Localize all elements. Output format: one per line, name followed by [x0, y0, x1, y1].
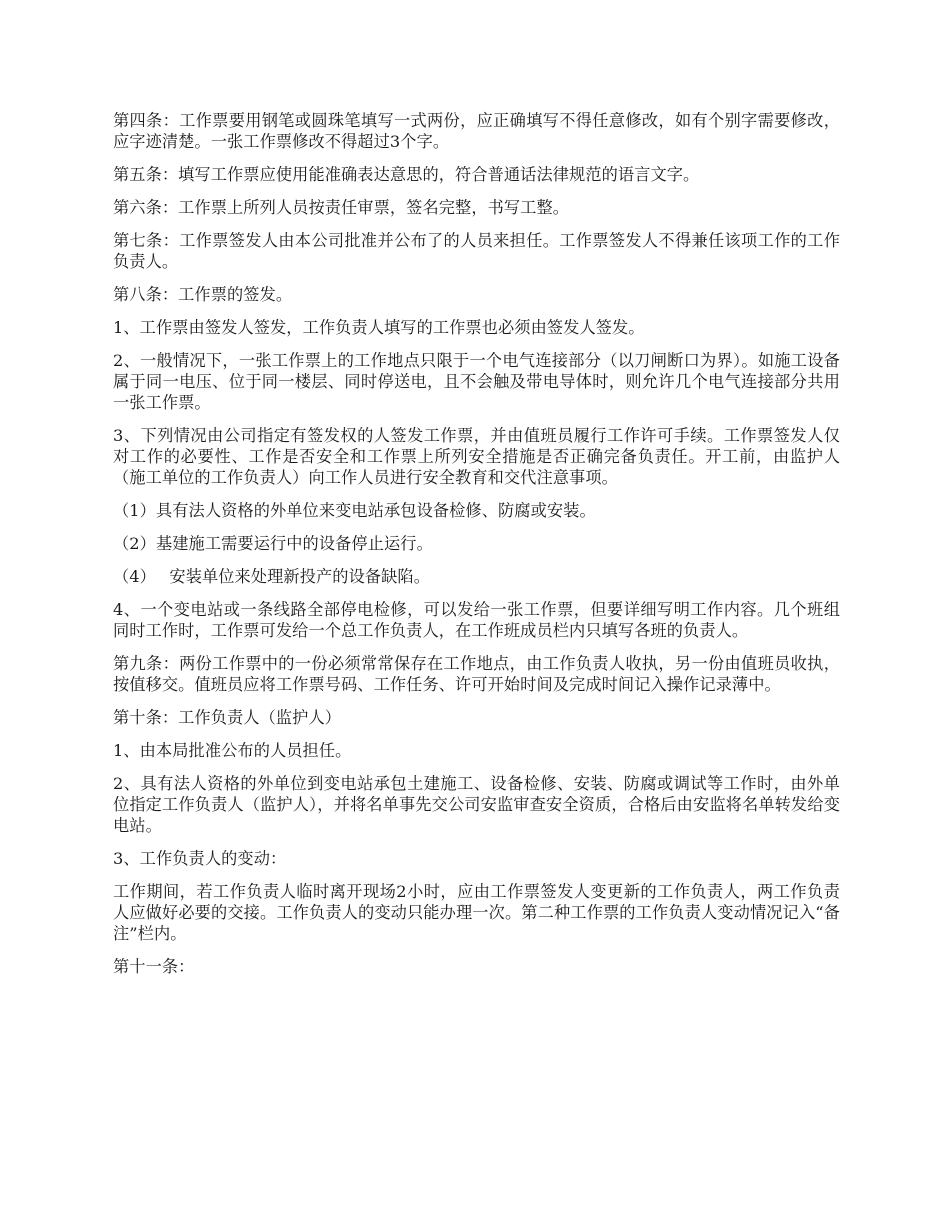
paragraph-article-8-heading: 第八条：工作票的签发。 [113, 285, 293, 304]
paragraph-responsible-change: 工作期间，若工作负责人临时离开现场2小时，应由工作票签发人变更新的工作负责人，两工作负责人应做好必要的交接。工作负责人的变动只能办理一次。第二种工作票的工作负责人变动情况记入“备注”栏内。 [113, 882, 840, 943]
paragraph-article-8-item-1: 1、工作票由签发人签发，工作负责人填写的工作票也必须由签发人签发。 [113, 318, 645, 337]
paragraph-article-8-item-2: 2、一般情况下，一张工作票上的工作地点只限于一个电气连接部分（以刀闸断口为界）。如施工设备属于同一电压、位于同一楼层、同时停送电，且不会触及带电导体时，则允许几个电气连接部分共用一张工作票。 [113, 351, 840, 412]
paragraph-subitem-2: （2）基建施工需要运行中的设备停止运行。 [113, 534, 433, 553]
paragraph-subitem-4: （4） 安装单位来处理新投产的设备缺陷。 [113, 567, 431, 586]
paragraph-article-4: 第四条：工作票要用钢笔或圆珠笔填写一式两份，应正确填写不得任意修改，如有个别字需要修改，应字迹清楚。一张工作票修改不得超过3个字。 [113, 111, 840, 151]
paragraph-article-8-item-4: 4、一个变电站或一条线路全部停电检修，可以发给一张工作票，但要详细写明工作内容。几个班组同时工作时，工作票可发给一个总工作负责人，在工作班成员栏内只填写各班的负责人。 [113, 600, 840, 640]
paragraph-article-8-item-3: 3、下列情况由公司指定有签发权的人签发工作票，并由值班员履行工作许可手续。工作票签发人仅对工作的必要性、工作是否安全和工作票上所列安全措施是否正确完备负责任。开工前，由监护人（施工单位的工作负责人）向工作人员进行安全教育和交代注意事项。 [113, 426, 840, 487]
paragraph-article-11-heading: 第十一条： [113, 957, 195, 976]
paragraph-article-6: 第六条：工作票上所列人员按责任审票，签名完整，书写工整。 [113, 198, 570, 217]
document-body [113, 110, 840, 989]
paragraph-article-10-heading: 第十条：工作负责人（监护人） [113, 708, 342, 727]
paragraph-article-10-item-1: 1、由本局批准公布的人员担任。 [113, 741, 352, 760]
paragraph-article-9: 第九条：两份工作票中的一份必须常常保存在工作地点，由工作负责人收执，另一份由值班员收执，按值移交。值班员应将工作票号码、工作任务、许可开始时间及完成时间记入操作记录薄中。 [113, 654, 840, 694]
paragraph-article-5: 第五条：填写工作票应使用能准确表达意思的，符合普通话法律规范的语言文字。 [113, 165, 700, 184]
paragraph-subitem-1: （1）具有法人资格的外单位来变电站承包设备检修、防腐或安装。 [113, 501, 596, 520]
paragraph-article-10-item-3: 3、工作负责人的变动： [113, 849, 287, 868]
paragraph-article-7: 第七条：工作票签发人由本公司批准并公布了的人员来担任。工作票签发人不得兼任该项工作的工作负责人。 [113, 231, 840, 271]
paragraph-article-10-item-2: 2、具有法人资格的外单位到变电站承包土建施工、设备检修、安装、防腐或调试等工作时，由外单位指定工作负责人（监护人），并将名单事先交公司安监审查安全资质，合格后由安监将名单转发给变电站。 [113, 774, 840, 835]
